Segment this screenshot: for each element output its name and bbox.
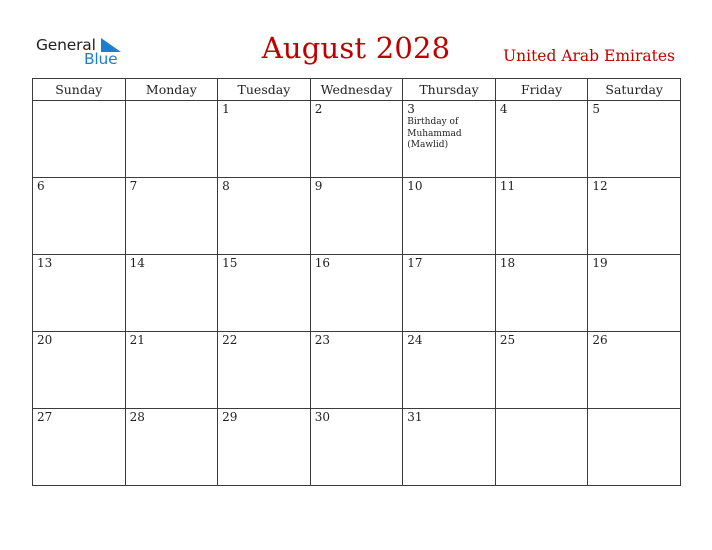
day-cell [33, 332, 126, 409]
week-row [33, 178, 681, 255]
day-number: 18 [499, 256, 516, 270]
day-number: 11 [499, 179, 516, 193]
day-cell [588, 178, 681, 255]
day-cell [403, 178, 496, 255]
weekday-header: Thursday [403, 79, 496, 101]
weekday-header: Saturday [588, 79, 681, 101]
day-cell [218, 255, 311, 332]
day-cell [310, 101, 403, 178]
day-number: 20 [37, 333, 53, 347]
day-number: 6 [37, 179, 45, 193]
day-number: 3 [407, 102, 415, 116]
day-number: 4 [499, 102, 508, 116]
day-number: 17 [407, 256, 423, 270]
day-cell [588, 332, 681, 409]
day-cell [218, 101, 311, 178]
country-label: United Arab Emirates [503, 47, 675, 65]
day-number: 9 [314, 179, 323, 193]
week-row [33, 409, 681, 486]
day-cell [403, 255, 496, 332]
day-number: 12 [592, 179, 608, 193]
day-number: 31 [407, 410, 423, 424]
day-cell [218, 409, 311, 486]
day-number: 26 [592, 333, 608, 347]
day-number: 5 [592, 102, 601, 116]
day-number: 28 [129, 410, 145, 424]
day-number: 10 [407, 179, 423, 193]
day-cell [125, 409, 218, 486]
logo-text-blue: Blue [84, 50, 118, 68]
day-number: 19 [592, 256, 608, 270]
weekday-header: Wednesday [310, 79, 403, 101]
day-cell [310, 409, 403, 486]
day-cell [310, 332, 403, 409]
day-number: 14 [129, 256, 145, 270]
day-cell [495, 101, 588, 178]
week-row [33, 255, 681, 332]
day-cell [218, 332, 311, 409]
day-cell [588, 255, 681, 332]
day-cell [33, 178, 126, 255]
week-row [33, 101, 681, 178]
calendar-grid [32, 78, 681, 486]
weekday-header-row [33, 79, 681, 101]
weekday-header: Sunday [33, 79, 126, 101]
day-cell [125, 332, 218, 409]
day-cell [33, 101, 126, 178]
day-cell [33, 409, 126, 486]
day-number: 1 [222, 102, 230, 116]
day-cell [495, 409, 588, 486]
day-cell [495, 178, 588, 255]
day-cell [403, 332, 496, 409]
page-title: August 2028 [261, 31, 451, 65]
week-row [33, 332, 681, 409]
day-number: 13 [37, 256, 53, 270]
day-number: 24 [407, 333, 423, 347]
day-cell [403, 101, 496, 178]
day-cell [588, 409, 681, 486]
day-number: 8 [222, 179, 230, 193]
day-number: 25 [499, 333, 516, 347]
logo-text-general: General [36, 36, 96, 54]
day-cell [588, 101, 681, 178]
day-cell [125, 178, 218, 255]
day-number: 23 [314, 333, 330, 347]
weekday-header: Friday [495, 79, 588, 101]
day-cell [125, 101, 218, 178]
weekday-header: Tuesday [218, 79, 311, 101]
day-number: 16 [314, 256, 330, 270]
day-number: 27 [37, 410, 53, 424]
day-cell [403, 409, 496, 486]
day-number: 7 [129, 179, 138, 193]
day-cell [495, 255, 588, 332]
day-number: 15 [222, 256, 238, 270]
day-number [33, 101, 125, 102]
day-number: 2 [314, 102, 323, 116]
day-cell [310, 178, 403, 255]
day-cell [495, 332, 588, 409]
day-cell [310, 255, 403, 332]
holiday-label: Birthday of Muhammad (Mawlid) [407, 117, 462, 150]
day-cell [218, 178, 311, 255]
weekday-header: Monday [125, 79, 218, 101]
day-number [588, 409, 680, 410]
day-cell [33, 255, 126, 332]
day-number: 30 [314, 410, 330, 424]
day-number: 21 [129, 333, 145, 347]
calendar-body [33, 101, 681, 486]
day-number [126, 101, 218, 102]
day-number [496, 409, 588, 410]
day-number: 22 [222, 333, 238, 347]
day-cell [125, 255, 218, 332]
day-number: 29 [222, 410, 238, 424]
